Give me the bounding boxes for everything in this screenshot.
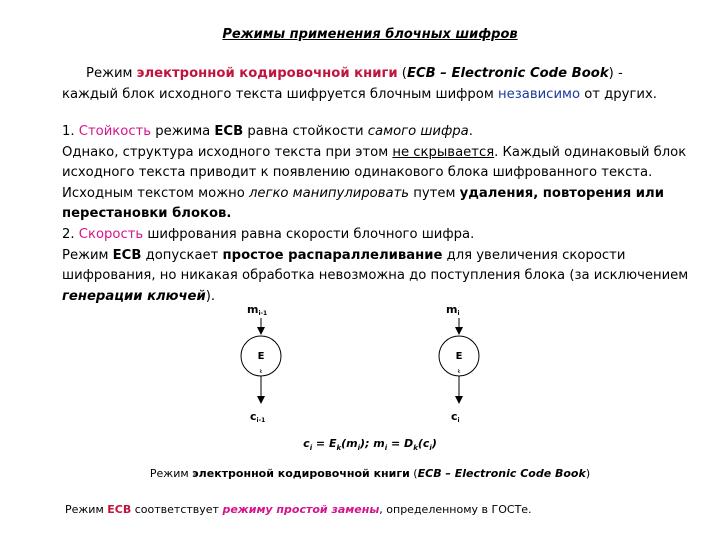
speed-line4: ). bbox=[205, 288, 216, 304]
speed-line2: Режим bbox=[62, 247, 113, 263]
speed-text: шифрования равна скорости блочного шифра. bbox=[143, 227, 475, 242]
strength-line4-mid: путем bbox=[409, 185, 460, 201]
strength-line2: Однако, структура исходного текста при этом bbox=[62, 144, 393, 160]
speed-line2-mid: допускает bbox=[141, 247, 223, 263]
speed-number: 2. bbox=[62, 227, 79, 242]
right-node-key: k bbox=[457, 369, 461, 375]
right-input-label: mi bbox=[446, 303, 460, 317]
intro-line2: каждый блок исходного текста шифруется блочным шифром bbox=[62, 86, 499, 102]
strength-cipher: самого шифра bbox=[367, 124, 469, 139]
independent-highlight: независимо bbox=[498, 86, 581, 102]
simple-substitution: режиму простой замены bbox=[222, 503, 380, 516]
left-input-label: mi-1 bbox=[247, 303, 268, 317]
strength-line2-end: . Каждый одинаковый блок bbox=[494, 144, 687, 160]
strength-text: режима bbox=[151, 124, 215, 139]
strength-dot: . bbox=[468, 124, 473, 139]
parallel-bold: простое распараллеливание bbox=[222, 247, 443, 263]
right-node-label: E bbox=[455, 351, 463, 362]
left-output-label: ci-1 bbox=[250, 410, 266, 424]
diagram-caption: Режим электронной кодировочной книги (ECB – Electronic Code Book) bbox=[149, 467, 591, 480]
not-hidden-underlined: не скрывается bbox=[392, 144, 495, 160]
right-output-label: ci bbox=[451, 410, 460, 424]
speed-label: Скорость bbox=[78, 227, 144, 242]
speed-line2-end: для увеличения скорости bbox=[442, 247, 626, 263]
left-node-key: k bbox=[259, 369, 263, 375]
strength-label: Стойкость bbox=[78, 124, 152, 139]
strength-ecb: ECB bbox=[214, 124, 244, 139]
footer-note: Режим ECB соответствует режиму простой замены, определенному в ГОСТе. bbox=[65, 503, 532, 516]
strength-line3: исходного текста приводит к появлению одинакового блока шифрованного текста. bbox=[62, 165, 653, 181]
strength-text-2: равна стойкости bbox=[243, 124, 368, 139]
ecb-name-highlight: электронной кодировочной книги bbox=[136, 66, 398, 81]
strength-number: 1. bbox=[62, 124, 79, 139]
left-block bbox=[241, 303, 281, 424]
footer-ecb: ECB bbox=[107, 503, 132, 516]
speed-line3: шифрования, но никакая обработка невозможна до поступления блока (за исключением bbox=[62, 268, 689, 284]
strength-line5: перестановки блоков. bbox=[62, 206, 232, 222]
manipulate-italic: легко манипулировать bbox=[248, 185, 410, 201]
delete-repeat-bold: удаления, повторения или bbox=[459, 185, 664, 201]
ecb-formula: $c_i = E_k(m_i)$; $m_i = D_k(c_i)$ bbox=[303, 437, 437, 453]
intro-text: Режим bbox=[86, 66, 137, 81]
keygen-bold-italic: генерации ключей bbox=[62, 288, 206, 304]
speed-ecb: ECB bbox=[112, 247, 142, 263]
right-block bbox=[439, 303, 479, 424]
left-node-label: E bbox=[257, 351, 265, 362]
page-title: Режимы применения блочных шифров bbox=[222, 27, 518, 42]
strength-line4: Исходным текстом можно bbox=[62, 185, 249, 201]
ecb-english-name: ECB – Electronic Code Book bbox=[406, 66, 609, 81]
intro-paren-close: ) - bbox=[608, 66, 623, 81]
intro-paren: ( bbox=[397, 66, 407, 81]
intro-line2-end: от других. bbox=[580, 86, 657, 102]
